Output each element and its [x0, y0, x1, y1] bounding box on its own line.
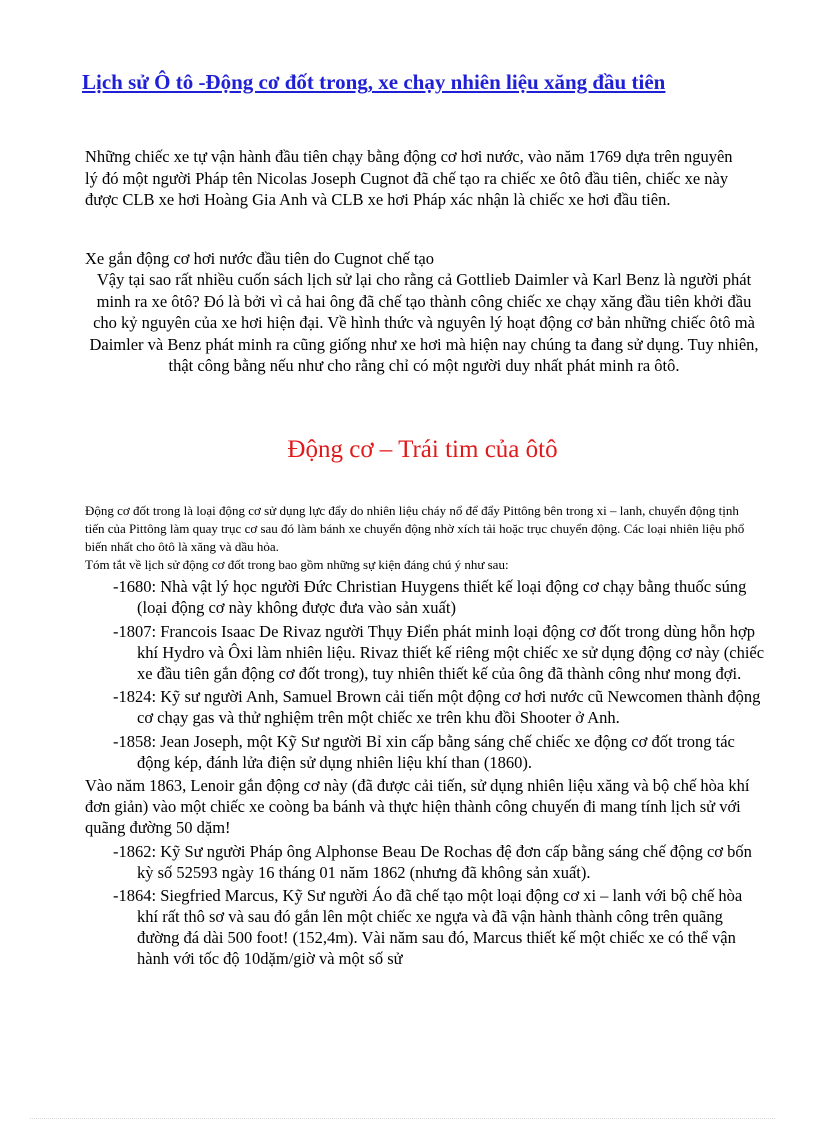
history-events-list — [85, 576, 765, 972]
engine-text-block — [85, 502, 760, 574]
event-item-1863: Vào năm 1863, Lenoir gắn động cơ này (đã được cải tiến, sử dụng nhiên liệu xăng và bộ chế hòa khí đơn giản) vào một chiếc xe coòng ba bánh và thực hiện thành công chuyến đi mang tính lịch sử với quãng đường 50 dặm! — [85, 776, 750, 837]
page-bottom-divider — [30, 1118, 775, 1119]
page-title — [82, 68, 722, 96]
event-item-1824: -1824: Kỹ sư người Anh, Samuel Brown cải tiến một động cơ hơi nước cũ Newcomen thành động cơ chạy gas và thử nghiệm trên một chiếc xe trên khu đồi Shooter ở Anh. — [113, 687, 761, 727]
second-paragraph: Vậy tại sao rất nhiều cuốn sách lịch sử lại cho rằng cả Gottlieb Daimler và Karl Benz là người phát minh ra xe ôtô? Đó là bởi vì cả hai ông đã chế tạo thành công chiếc xe chạy xăng đầu tiên khởi đầu cho kỷ nguyên của xe hơi hiện đại. Về hình thức và nguyên lý hoạt động cơ bản những chiếc ôtô mà Daimler và Benz phát minh ra cũng giống như xe hơi mà hiện nay chúng ta đang sử dụng. Tuy nhiên, thật công bằng nếu như cho rằng chỉ có một người duy nhất phát minh ra ôtô. — [89, 270, 759, 375]
intro-paragraph: Những chiếc xe tự vận hành đầu tiên chạy bằng động cơ hơi nước, vào năm 1769 dựa trên nguyên lý đó một người Pháp tên Nicolas Joseph Cugnot đã chế tạo ra chiếc xe ôtô đầu tiên, chiếc xe này được CLB xe hơi Hoàng Gia Anh và CLB xe hơi Pháp xác nhận là chiếc xe hơi đầu tiên. — [85, 147, 733, 209]
event-item-1858: -1858: Jean Joseph, một Kỹ Sư người Bỉ xin cấp bằng sáng chế chiếc xe động cơ đốt trong tác động kép, đánh lửa điện sử dụng nhiên liệu khí than (1860). — [113, 731, 735, 772]
section-title: Động cơ – Trái tim của ôtô — [287, 436, 558, 463]
event-item-1680: -1680: Nhà vật lý học người Đức Christian Huygens thiết kế loại động cơ chạy bằng thuốc súng (loại động cơ này không được đưa vào sản xuất) — [113, 577, 747, 617]
engine-paragraph: Động cơ đốt trong là loại động cơ sử dụng lực đẩy do nhiên liệu cháy nổ để đẩy Pittông bên trong xi – lanh, chuyển động tịnh tiến của Pittông làm quay trục cơ sau đó làm bánh xe chuyển động nhờ xích tải hoặc trục chuyển động. Các loại nhiên liệu phổ biến nhất cho ôtô là xăng và dầu hỏa. — [85, 503, 745, 554]
event-item-1807: -1807: Francois Isaac De Rivaz người Thụy Điển phát minh loại động cơ đốt trong dùng hỗn hợp khí Hydro và Ôxi làm nhiên liệu. Rivaz thiết kế riêng một chiếc xe sử dụng động cơ này (chiếc xe đầu tiên gắn động cơ đốt trong), tuy nhiên thiết kế của ông đã thành công như mong đợi. — [113, 621, 765, 683]
summary-line: Tóm tắt về lịch sử động cơ đốt trong bao gồm những sự kiện đáng chú ý như sau: — [85, 557, 509, 572]
event-item-1864: -1864: Siegfried Marcus, Kỹ Sư người Áo đã chế tạo một loại động cơ xi – lanh với bộ chế hòa khí rất thô sơ và sau đó gắn lên một chiếc xe ngựa và đã vận hành thành công trên quãng đường đá dài 500 foot! (152,4m). Vài năm sau đó, Marcus thiết kế một chiếc xe có thể vận hành với tốc độ 10dặm/giờ và một số sử — [113, 886, 743, 968]
image-caption: Xe gắn động cơ hơi nước đầu tiên do Cugnot chế tạo — [85, 249, 434, 268]
event-item-1862: -1862: Kỹ Sư người Pháp ông Alphonse Beau De Rochas đệ đơn cấp bằng sáng chế động cơ bốn kỳ số 52593 ngày 16 tháng 01 năm 1862 (nhưng đã không sản xuất). — [113, 841, 752, 882]
title-link[interactable]: Lịch sử Ô tô -Động cơ đốt trong, xe chạy nhiên liệu xăng đầu tiên — [82, 70, 666, 94]
